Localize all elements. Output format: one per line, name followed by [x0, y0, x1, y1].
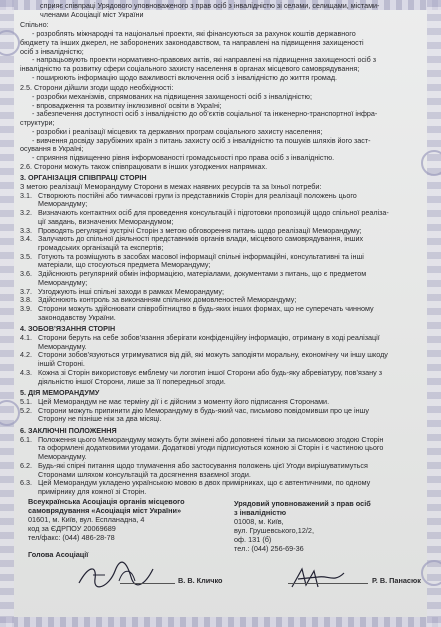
- text-line: членами Асоціації міст України: [40, 10, 144, 19]
- numbered-item-line: [20, 444, 424, 453]
- text-line: сприяє співпраці Урядового уповноваженого з прав осіб з інвалідністю зі селами, селищами, містами-: [40, 2, 380, 10]
- numbered-item-line: [20, 378, 424, 387]
- item-number: 5.1.: [20, 397, 32, 406]
- left-signature-line: [120, 583, 175, 584]
- left-signature-image: [75, 561, 155, 591]
- numbered-item-line: [20, 253, 424, 262]
- item-text: Меморандуму.: [38, 342, 87, 351]
- numbered-item-line: [20, 261, 424, 270]
- numbered-item-line: [20, 334, 424, 343]
- item-text: Меморандуму.: [38, 453, 87, 462]
- ornament-icon: [421, 560, 441, 586]
- numbered-item-line: [20, 462, 424, 471]
- item-text: Здійснюють контроль за виконанням спільних домовленостей Меморандуму;: [38, 296, 297, 305]
- right-signature-image: [288, 563, 348, 593]
- item-text: матеріали, що стосуються предмета Меморандуму;: [38, 261, 211, 270]
- right-party-address: вул. Грушевського,12/2,: [234, 526, 314, 535]
- bullet-line: - вивчення досвіду зарубіжних країн з питань захисту осіб з інвалідністю та пошуків шляхів його заст-: [32, 136, 371, 145]
- item-text: діяльністю іншої Сторони, лише за її попередньої згоди.: [38, 377, 226, 386]
- item-text: Меморандуму;: [38, 200, 88, 209]
- item-text: Узгоджують інші спільні заходи в рамках Меморандуму;: [38, 287, 224, 296]
- item-number: 5.2.: [20, 406, 32, 415]
- right-party-name: Урядовий уповноважений з прав осіб: [234, 499, 371, 508]
- section-3-intro: З метою реалізації Меморандуму Сторони в межах наявних ресурсів та за їхньої потреби:: [20, 183, 322, 192]
- item-number: 6.1.: [20, 435, 32, 444]
- item-number: 6.3.: [20, 479, 32, 488]
- ornament-icon: [421, 150, 441, 176]
- left-signer-name: В. В. Кличко: [178, 576, 223, 585]
- item-number: 3.2.: [20, 209, 32, 218]
- section-3-title: 3. ОРГАНІЗАЦІЯ СПІВПРАЦІ СТОРІН: [20, 174, 147, 183]
- text-line: осування в Україні;: [20, 145, 84, 154]
- item-text: Цей Меморандум укладено українською мовою в двох примірниках, що є автентичними, по одному: [38, 479, 371, 488]
- item-text: Сторону не пізніше ніж за два місяці.: [38, 415, 162, 424]
- bullet-line: - напрацьовують проекти нормативно-правових актів, які направлені на підвищення захищеності осіб з: [32, 56, 377, 65]
- left-party-address: 01601, м. Київ, вул. Еспланадна, 4: [28, 515, 145, 524]
- right-party-phone: тел.: (044) 256-69-36: [234, 544, 304, 553]
- decorative-border-bottom: [0, 617, 441, 627]
- numbered-item-line: [20, 279, 424, 288]
- section-5-items: [20, 398, 424, 424]
- item-number: 3.9.: [20, 304, 32, 313]
- numbered-item-line: [20, 227, 424, 236]
- section-3-items: [20, 192, 424, 323]
- item-text: Положення цього Меморандуму можуть бути змінені або доповнені тільки за письмовою згодою Сторін: [38, 435, 384, 444]
- left-party: [28, 497, 218, 559]
- paragraph-2-5: 2.5. Сторони дійшли згоди щодо необхідності:: [20, 84, 174, 93]
- item-text: та оформлені додатковими угодами. Додаткові угоди підписуються кожною зі Сторін і є частиною цього: [38, 444, 384, 453]
- bullet-line: - забезпечення доступності осіб з інвалідністю до об’єктів соціальної та інженерно-транспортної інфра-: [32, 110, 378, 119]
- section-5-title: 5. ДІЯ МЕМОРАНДУМУ: [20, 389, 100, 398]
- item-text: Створюють постійні або тимчасові групи із представників Сторін для реалізації положень цього: [38, 191, 357, 200]
- numbered-item-line: [20, 314, 424, 323]
- numbered-item-line: [20, 209, 424, 218]
- numbered-item-line: [20, 305, 424, 314]
- item-number: 6.2.: [20, 461, 32, 470]
- ornament-icon: [0, 30, 20, 56]
- numbered-item-line: [20, 288, 424, 297]
- numbered-item-line: [20, 343, 424, 352]
- numbered-item-line: [20, 235, 424, 244]
- text-line: осіб з інвалідністю;: [20, 47, 84, 56]
- item-text: Сторони беруть на себе зобов’язання зберігати конфіденційну інформацію, отриману в ході реалізації: [38, 334, 380, 343]
- text-line: інвалідністю та розвитку сфери соціального захисту населення в органах місцевого самоврядування;: [20, 64, 360, 73]
- numbered-item-line: [20, 270, 424, 279]
- bullet-line: - розробки і реалізації місцевих та державних програм соціального захисту населення;: [32, 127, 323, 136]
- numbered-item-line: [20, 398, 424, 407]
- item-text: Визначають контактних осіб для проведення консультацій і підготовки пропозицій щодо спільної реаліза-: [38, 209, 389, 218]
- numbered-item-line: [20, 351, 424, 360]
- item-text: законодавству України.: [38, 313, 116, 322]
- numbered-item-line: [20, 200, 424, 209]
- spilno-label: Спільно:: [20, 21, 49, 30]
- document-body: [20, 2, 424, 497]
- left-party-role: Голова Асоціації: [28, 550, 89, 559]
- numbered-item-line: [20, 360, 424, 369]
- section-4-title: 4. ЗОБОВ’ЯЗАННЯ СТОРІН: [20, 325, 116, 334]
- item-number: 3.5.: [20, 252, 32, 261]
- item-text: Сторонами шляхом консультацій та досягнення взаємної згоди.: [38, 470, 251, 479]
- left-party-name: Всеукраїнська Асоціація органів місцевого: [28, 497, 185, 506]
- left-party-name: самоврядування «Асоціація міст України»: [28, 506, 182, 515]
- bullet-line: - впровадження та розвитку інклюзивної освіти в Україні;: [32, 101, 222, 110]
- section-4-items: [20, 334, 424, 386]
- item-number: 4.3.: [20, 368, 32, 377]
- item-number: 3.7.: [20, 287, 32, 296]
- item-text: Сторони можуть здійснювати співробітництво в будь-яких інших формах, що не суперечать чинному: [38, 304, 374, 313]
- bullet-line: - сприяння підвищенню рівня інформованості громадськості про права осіб з інвалідністю.: [32, 153, 335, 162]
- item-text: ції завдань, визначених Меморандумом;: [38, 217, 174, 226]
- item-text: Цей Меморандум не має терміну дії і є дійсним з моменту його підписання Сторонами.: [38, 397, 330, 406]
- numbered-item-line: [20, 415, 424, 424]
- section-6-items: [20, 436, 424, 497]
- numbered-item-line: [20, 369, 424, 378]
- left-party-code: код за ЄДРПОУ 20069689: [28, 524, 116, 533]
- item-number: 4.1.: [20, 334, 32, 343]
- item-text: громадських організацій та експертів;: [38, 243, 164, 252]
- numbered-item-line: [20, 192, 424, 201]
- right-party-address: 01008, м. Київ,: [234, 517, 284, 526]
- numbered-item-line: [20, 436, 424, 445]
- item-number: 3.6.: [20, 270, 32, 279]
- numbered-item-line: [20, 244, 424, 253]
- ornament-icon: [0, 400, 20, 426]
- item-text: Будь-які спірні питання щодо тлумачення або застосування положень цієї Угоди вирішуватимуться: [38, 461, 368, 470]
- numbered-item-line: [20, 407, 424, 416]
- item-text: Проводять регулярні зустрічі Сторін з метою обговорення питань щодо реалізації Меморандуму;: [38, 226, 362, 235]
- text-line: бюджету та інших джерел, не заборонених законодавством, та направлені на підвищення захищеності: [20, 38, 364, 47]
- item-number: 3.8.: [20, 296, 32, 305]
- section-6-title: 6. ЗАКЛЮЧНІ ПОЛОЖЕННЯ: [20, 427, 117, 436]
- text-line: структури;: [20, 119, 55, 128]
- right-signer-name: Р. В. Панасюк: [372, 576, 421, 585]
- item-text: Кожна зі Сторін використовує емблему чи логотип іншої Сторони або будь-яку абревіатуру, пов’язану з: [38, 368, 383, 377]
- item-number: 4.2.: [20, 351, 32, 360]
- right-party-name: з інвалідністю: [234, 508, 287, 517]
- paragraph-2-6: 2.6. Сторони можуть також співпрацювати в інших узгоджених напрямках.: [20, 162, 268, 171]
- bullet-line: - розробки механізмів, спрямованих на підвищення захищеності осіб з інвалідністю;: [32, 93, 312, 102]
- item-text: Меморандуму;: [38, 278, 88, 287]
- numbered-item-line: [20, 471, 424, 480]
- decorative-border-left: [0, 0, 14, 627]
- decorative-border-right: [427, 0, 441, 627]
- item-text: Сторони можуть припинити дію Меморандуму в будь-який час, письмово повідомивши про це іншу: [38, 406, 369, 415]
- right-signature-line: [288, 583, 368, 584]
- item-number: 3.4.: [20, 235, 32, 244]
- item-text: Здійснюють регулярний обмін інформацією, матеріалами, документами з питань, що є предметом: [38, 270, 367, 279]
- numbered-item-line: [20, 218, 424, 227]
- item-text: примірнику для кожної зі Сторін.: [38, 487, 147, 496]
- numbered-item-line: [20, 488, 424, 497]
- item-text: іншій Стороні.: [38, 360, 85, 369]
- numbered-item-line: [20, 479, 424, 488]
- item-text: Залучають до спільної діяльності представників органів влади, місцевого самоврядування, інших: [38, 235, 364, 244]
- right-party-address: оф. 131 (б): [234, 535, 272, 544]
- left-party-phone: тел/факс: (044) 486-28-78: [28, 533, 115, 542]
- bullet-line: - поширюють інформацію щодо важливості включення осіб з інвалідністю до життя громад.: [32, 73, 338, 82]
- item-number: 3.3.: [20, 226, 32, 235]
- item-text: Сторони зобов’язуються утримуватися від дій, які можуть заподіяти моральну, економічну чи іншу шкоду: [38, 351, 388, 360]
- numbered-item-line: [20, 296, 424, 305]
- bullet-line: - розроблять міжнародні та національні проекти, які фінансуються за рахунок коштів державного: [32, 30, 356, 39]
- right-party: [234, 499, 424, 553]
- numbered-item-line: [20, 453, 424, 462]
- item-number: 3.1.: [20, 191, 32, 200]
- item-text: Готують та розміщують в засобах масової інформації спільні інформаційні, консультативні та інші: [38, 252, 364, 261]
